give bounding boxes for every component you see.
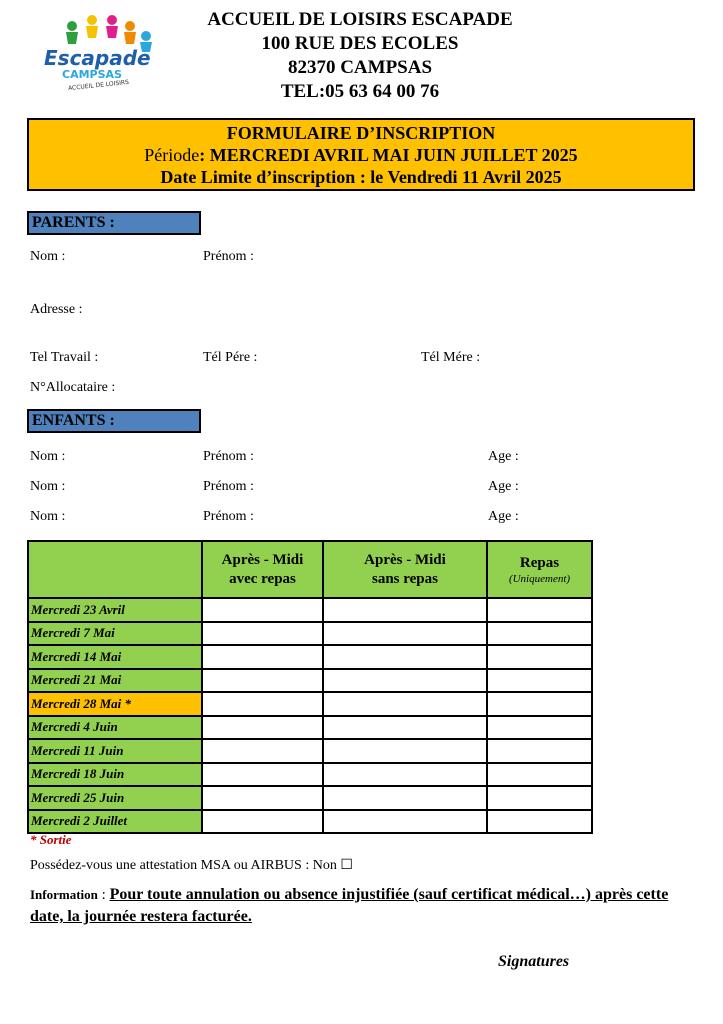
table-row [28,763,592,787]
information-text: Pour toute annulation ou absence injustifiée (sauf certificat médical…) après cette date, la journée restera facturée. [30,886,669,925]
without-meal-checkbox[interactable] [323,763,487,787]
msa-question: Possédez-vous une attestation MSA ou AIRBUS : Non ☐ [30,858,353,873]
meal-only-checkbox[interactable] [487,692,592,716]
meal-only-checkbox[interactable] [487,786,592,810]
signatures-label: Signatures [498,953,570,970]
child-nom-label: Nom : [30,509,66,524]
date-cell: Mercredi 11 Juin [28,739,202,763]
date-cell: Mercredi 21 Mai [28,669,202,693]
parents-heading: PARENTS : [27,211,201,235]
escapade-logo [40,12,160,102]
period-value: : MERCREDI AVRIL MAI JUIN JUILLET 2025 [199,145,578,165]
date-cell: Mercredi 7 Mai [28,622,202,646]
meal-only-checkbox[interactable] [487,763,592,787]
date-cell: Mercredi 4 Juin [28,716,202,740]
period-line [29,144,693,166]
information-lead: Information [30,887,98,902]
tel-pere-label: Tél Pére : [203,350,258,365]
logo-text: Escapade [44,46,151,70]
table-row [28,810,592,834]
schedule-table [27,540,593,834]
date-cell: Mercredi 28 Mai * [28,692,202,716]
meal-only-checkbox[interactable] [487,645,592,669]
tel-travail-label: Tel Travail : [30,350,99,365]
with-meal-checkbox[interactable] [202,786,323,810]
header-meal-only: Repas (Uniquement) [487,541,592,598]
parent-nom-label: Nom : [30,249,66,264]
header-without-meal: Après - Midi sans repas [323,541,487,598]
meal-only-checkbox[interactable] [487,622,592,646]
without-meal-checkbox[interactable] [323,669,487,693]
without-meal-checkbox[interactable] [323,645,487,669]
date-cell: Mercredi 23 Avril [28,598,202,622]
information-note: Information : Pour toute annulation ou absence injustifiée (sauf certificat médical…) après cette date, la journée restera facturée. [30,886,669,925]
with-meal-checkbox[interactable] [202,645,323,669]
date-cell: Mercredi 14 Mai [28,645,202,669]
child-prenom-label: Prénom : [203,479,254,494]
header-phone: TEL:05 63 64 00 76 [280,81,440,102]
without-meal-checkbox[interactable] [323,786,487,810]
allocataire-label: N°Allocataire : [30,380,116,395]
table-row [28,739,592,763]
child-age-label: Age : [488,449,519,464]
child-nom-label: Nom : [30,449,66,464]
logo-subtitle: CAMPSAS [62,68,122,81]
without-meal-checkbox[interactable] [323,739,487,763]
parent-prenom-label: Prénom : [203,249,254,264]
table-row [28,598,592,622]
table-row [28,622,592,646]
meal-only-checkbox[interactable] [487,669,592,693]
with-meal-checkbox[interactable] [202,716,323,740]
date-cell: Mercredi 18 Juin [28,763,202,787]
header-with-meal: Après - Midi avec repas [202,541,323,598]
child-nom-label: Nom : [30,479,66,494]
meal-only-checkbox[interactable] [487,739,592,763]
child-age-label: Age : [488,509,519,524]
meal-only-checkbox[interactable] [487,716,592,740]
table-row [28,692,592,716]
table-row [28,669,592,693]
with-meal-checkbox[interactable] [202,598,323,622]
adresse-label: Adresse : [30,302,83,317]
date-cell: Mercredi 25 Juin [28,786,202,810]
enfants-heading: ENFANTS : [27,409,201,433]
meal-only-checkbox[interactable] [487,598,592,622]
with-meal-checkbox[interactable] [202,739,323,763]
logo-tagline: ACCUEIL DE LOISIRS [67,78,130,93]
table-row [28,786,592,810]
form-title: FORMULAIRE D’INSCRIPTION [226,123,496,143]
table-row [28,645,592,669]
with-meal-checkbox[interactable] [202,810,323,834]
tel-mere-label: Tél Mére : [421,350,481,365]
without-meal-checkbox[interactable] [323,598,487,622]
deadline-line: Date Limite d’inscription : le Vendredi 11 Avril 2025 [160,167,562,187]
header-street: 100 RUE DES ECOLES [261,33,459,54]
header-city: 82370 CAMPSAS [287,57,433,78]
with-meal-checkbox[interactable] [202,763,323,787]
child-age-label: Age : [488,479,519,494]
child-prenom-label: Prénom : [203,509,254,524]
with-meal-checkbox[interactable] [202,622,323,646]
header-name: ACCUEIL DE LOISIRS ESCAPADE [207,9,513,30]
without-meal-checkbox[interactable] [323,692,487,716]
without-meal-checkbox[interactable] [323,810,487,834]
without-meal-checkbox[interactable] [323,716,487,740]
meal-only-checkbox[interactable] [487,810,592,834]
period-label: Période [144,145,200,165]
date-cell: Mercredi 2 Juillet [28,810,202,834]
table-row [28,716,592,740]
without-meal-checkbox[interactable] [323,622,487,646]
header-corner [28,541,202,598]
registration-banner [27,118,695,191]
with-meal-checkbox[interactable] [202,692,323,716]
child-prenom-label: Prénom : [203,449,254,464]
sortie-note: * Sortie [30,832,72,847]
table-header-row [28,541,592,598]
with-meal-checkbox[interactable] [202,669,323,693]
